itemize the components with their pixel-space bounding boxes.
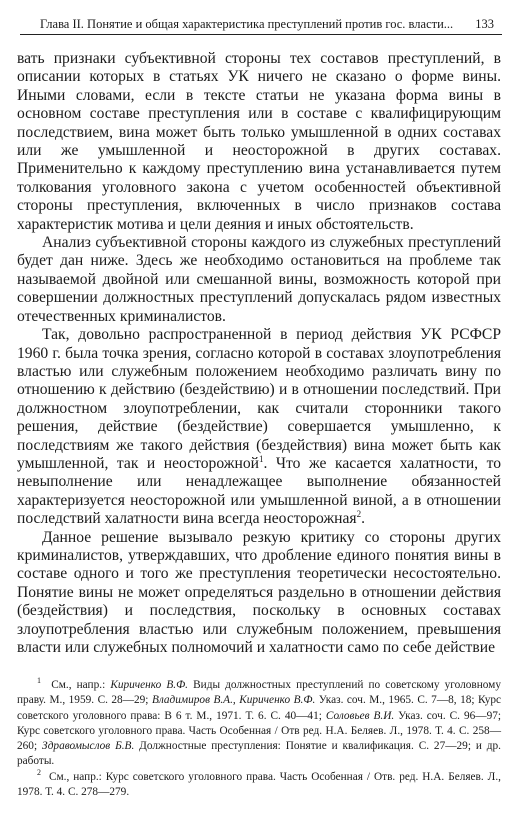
footnote-ref-1: 1 — [259, 453, 264, 464]
paragraph-3-part-2: . Что же касается халатности, то невыполнение или ненадлежащее выполнение обязанностей характеризуется неосторожной или умышленной виной, а в отношении последствий халатности вина всегда неосторожная — [17, 454, 501, 528]
footnote-2-text: См., напр.: Курс советского уголовного права. Часть Особенная / Отв. ред. Н.А. Беляев. Л., 1978. Т. 4. С. 278—279. — [17, 770, 501, 799]
paragraph-3-part-3: . — [361, 510, 365, 528]
footnote-1-text-b: Виды должностных преступлений по советскому уголовному праву. М., 1959. С. 28—29; — [17, 679, 501, 707]
paragraph-3-part-1: Так, довольно распространенной в период действия УК РСФСР 1960 г. была точка зрения, согласно которой в составах злоупотребления властью или служебным положением необходимо различать вину по отношению к действию (бездействию) и в отношении последствий. При должностном злоупотреблении, как считали сторонники такого решения, действие (бездействие) совершается умышленно, к последствиям же такого действия (бездействия) вина может быть как умышленной, так и неосторожной — [17, 326, 501, 472]
footnote-1-mark: 1 — [37, 676, 41, 686]
footnote-1-text-a: См., напр.: — [51, 679, 111, 691]
footnote-1-author-3: Соловьев В.И. — [325, 709, 395, 722]
running-header — [20, 14, 502, 35]
footnote-ref-2: 2 — [356, 508, 362, 519]
footnote-1-text-d: Указ. соч. С. 96—97; Курс советского уголовного права. Часть Особенная / Отв ред. Н.А. Беляев. Л., 1978. Т. 4. С. 258—260; — [17, 709, 502, 753]
paragraph-4: Данное решение вызывало резкую критику со стороны других криминалистов, утверждавших, что дробление единого понятия вины в составе одного и того же преступления теоретически несостоятельно. Понятие вины не может определяться раздельно в отношении действия (бездействия) и последствия, поскольку в основных составах злоупотребления властью или служебным положением, превышения власти или служебных полномочий и халатности само по себе действие — [17, 528, 501, 656]
footnote-2-mark: 2 — [37, 768, 41, 778]
footnotes — [17, 678, 501, 800]
paragraph-2: Анализ субъективной стороны каждого из служебных преступлений будет дан ниже. Здесь же необходимо остановиться на проблеме так называемой двойной или смешанной вины, возможность которой при совершении должностных преступлений допускалась рядом известных отечественных криминалистов. — [17, 234, 501, 325]
paragraph-1: вать признаки субъективной стороны тех составов преступлений, в описании которых в статьях УК ничего не сказано о форме вины. Иными словами, если в тексте статьи не указана форма вины в основном составе преступления или в составе с квалифицирующим последствием, вина может быть только умышленной в одних составах или же умышленной и неосторожной в других составах. Применительно к каждому преступлению вина устанавливается путем толкования уголовного закона с учетом особенностей объективной стороны преступления, включенных в число признаков состава характеристик мотива и цели деяния и иных обстоятельств. — [17, 50, 501, 233]
footnote-1-text-c: Указ. соч. М., 1965. С. 7—8, 18; Курс советского уголовного права: В 6 т. М., 1971. Т. 6. С. 40—41; — [17, 694, 501, 722]
paragraph-3 — [17, 326, 501, 528]
footnote-1 — [17, 678, 501, 770]
footnote-1-author-1: Кириченко В.Ф. — [110, 679, 189, 691]
footnote-1-author-2: Владимиров В.А., Кириченко В.Ф. — [151, 694, 316, 707]
main-text — [17, 50, 501, 657]
footnote-1-author-4: Здравомыслов Б.В. — [41, 740, 135, 753]
running-title: Глава II. Понятие и общая характеристика преступлений против гос. власти... — [40, 17, 454, 31]
footnote-2 — [17, 770, 501, 801]
page-number: 133 — [475, 17, 494, 31]
footnote-1-text-e: Должностные преступления: Понятие и квалификация. С. 27—29; и др. работы. — [17, 740, 501, 768]
